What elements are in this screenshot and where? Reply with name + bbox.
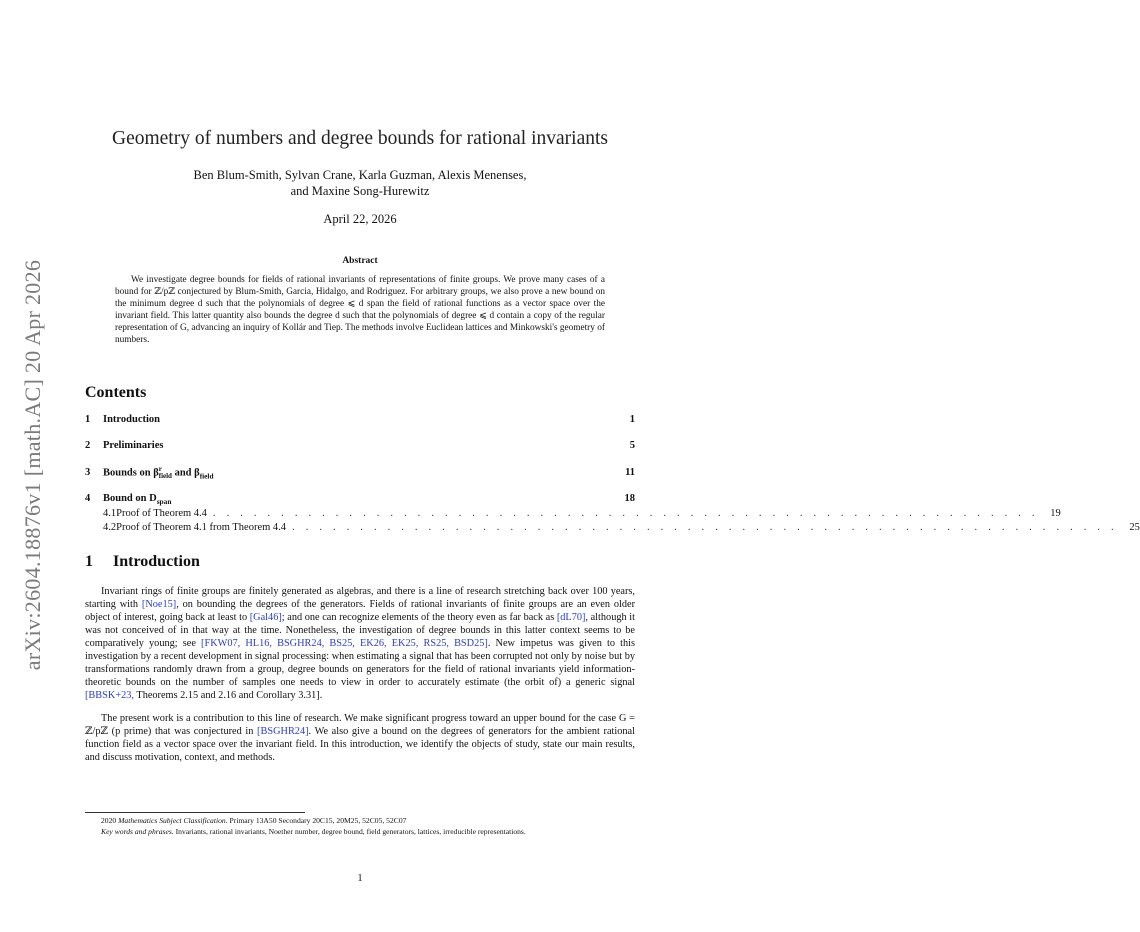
author-list xyxy=(85,167,635,199)
abstract-heading: Abstract xyxy=(342,256,378,266)
toc-subentry-number: 4.2 xyxy=(103,522,117,533)
toc-entry-bound-on-dspan[interactable] xyxy=(85,493,635,506)
arxiv-identifier-text: arXiv:2604.18876v1 [math.AC] 20 Apr 2026 xyxy=(20,259,45,671)
contents-heading: Contents xyxy=(85,384,147,401)
authors-line-2: and Maxine Song-Hurewitz xyxy=(290,184,430,198)
toc-entry-number: 3 xyxy=(85,467,91,479)
toc-entry-number: 2 xyxy=(85,440,91,451)
toc-entry-page: 1 xyxy=(629,414,635,425)
toc-leader-dots: . . . . . . . . . . . . . . . . . . . . . . . . . . . . . . . . . . . . . . . . . . . . . . . . . . . . . . . . . . . . . xyxy=(212,508,1039,519)
toc-subentry-page: 19 xyxy=(1050,508,1061,519)
section-heading-introduction xyxy=(85,553,200,571)
toc-entry-bounds-on-beta[interactable] xyxy=(85,466,635,481)
toc-leader-dots: . . . . . . . . . . . . . . . . . . . . . . . . . . . . . . . . . . . . . . . . . . . . . . . . . . . . . . . . . . . . . xyxy=(292,522,1118,533)
citation-link[interactable]: [BSGHR24] xyxy=(257,726,309,738)
toc-entry-page: 18 xyxy=(624,493,635,504)
toc-entry-page: 5 xyxy=(629,440,635,451)
citation-link[interactable]: [Gal46] xyxy=(249,612,282,624)
toc-entry-title: Bound on $D_{span}$ xyxy=(103,493,172,507)
toc-entry-title: Preliminaries xyxy=(103,440,164,451)
toc-entry-number: 1 xyxy=(85,414,91,425)
toc-entry-page: 11 xyxy=(625,467,635,479)
toc-subentry-number: 4.1 xyxy=(103,508,117,519)
toc-entry-number: 4 xyxy=(85,493,91,504)
paper-date: April 22, 2026 xyxy=(323,212,397,226)
footnote-rule xyxy=(85,812,305,813)
citation-link[interactable]: [FKW07, HL16, BSGHR24, BS25, EK26, EK25, RS25, BSD25] xyxy=(201,638,488,650)
intro-paragraph-1: Invariant rings of finite groups are finitely generated as algebras, and there is a line of research stretching back over 100 years, starting with [Noe15], on bounding the degrees of the generators. Fields of rational invariants of finite groups are an even older object of interest, going back at least to [Gal46]; and one can recognize elements of the theory even as far back as [dL70], although it was not conceived of in that way at the time. Nonetheless, the investigation of degree bounds in this latter context seems to be comparatively young; see [FKW07, HL16, BSGHR24, BS25, EK26, EK25, RS25, BSD25]. New impetus was given to this investigation by a recent development in signal processing: when estimating a signal that has been corrupted not only by noise but by transformations randomly drawn from a group, degree bounds on generators for the field of rational invariants yield information-theoretic bounds on the number of samples one needs to view in order to accurately estimate (the orbit of) a generic signal [BBSK+23, Theorems 2.15 and 2.16 and Corollary 3.31]. xyxy=(85,586,636,702)
authors-line-1: Ben Blum-Smith, Sylvan Crane, Karla Guzman, Alexis Menenses, xyxy=(193,168,527,182)
arxiv-identifier-stamp xyxy=(18,245,48,685)
toc-subentry-title: Proof of Theorem 4.4 xyxy=(116,508,207,519)
intro-paragraph-2: The present work is a contribution to this line of research. We make significant progress toward an upper bound for the case G = ℤ/pℤ (p prime) that was conjectured in [BSGHR24]. We also give a bound on the degrees of generators for the ambient rational function field as a vector space over the invariant field. In this introduction, we identify the objects of study, state our main results, and discuss motivation, context, and methods. xyxy=(85,713,635,764)
paper-title: Geometry of numbers and degree bounds for rational invariants xyxy=(111,128,608,149)
footnote-keywords: Key words and phrases. Invariants, rational invariants, Noether number, degree bound, field generators, lattices, irreducible representations. xyxy=(101,826,526,836)
toc-subentry-proof-4-1[interactable] xyxy=(85,522,1140,533)
toc-subentry-page: 25 xyxy=(1129,522,1140,533)
toc-entry-introduction[interactable] xyxy=(85,414,635,425)
toc-subentry-title: Proof of Theorem 4.1 from Theorem 4.4 xyxy=(116,522,287,533)
section-title: Introduction xyxy=(113,553,200,570)
footnotes xyxy=(85,816,635,837)
section-number: 1 xyxy=(85,553,93,570)
toc-entry-title: Bounds on β r field and $\beta_{field}$ xyxy=(103,465,214,481)
toc-entry-preliminaries[interactable] xyxy=(85,440,635,451)
citation-link[interactable]: [Noe15] xyxy=(141,599,177,611)
abstract-body: We investigate degree bounds for fields of rational invariants of representations of finite groups. We prove many cases of a bound for ℤ/pℤ conjectured by Blum-Smith, Garcia, Hidalgo, and Rodriguez. For arbitrary groups, we also prove a new bound on the minimum degree d such that the polynomials of degree ⩽ d span the field of rational functions as a vector space over the invariant field. This latter quantity also bounds the degree d such that the polynomials of degree ⩽ d contain a copy of the regular representation of G, advancing an inquiry of Kollár and Tiep. The methods involve Euclidean lattices and Minkowski's geometry of numbers. xyxy=(115,275,605,346)
page-number: 1 xyxy=(357,873,363,884)
citation-link[interactable]: [dL70] xyxy=(556,612,586,624)
citation-link[interactable]: [BBSK+23, xyxy=(85,690,135,702)
toc-entry-title: Introduction xyxy=(103,414,160,425)
toc-subentry-proof-4-4[interactable] xyxy=(85,508,1061,519)
footnote-msc: 2020 Mathematics Subject Classification. Primary 13A50 Secondary 20C15, 20M25, 52C05, 52C07 xyxy=(101,816,407,825)
